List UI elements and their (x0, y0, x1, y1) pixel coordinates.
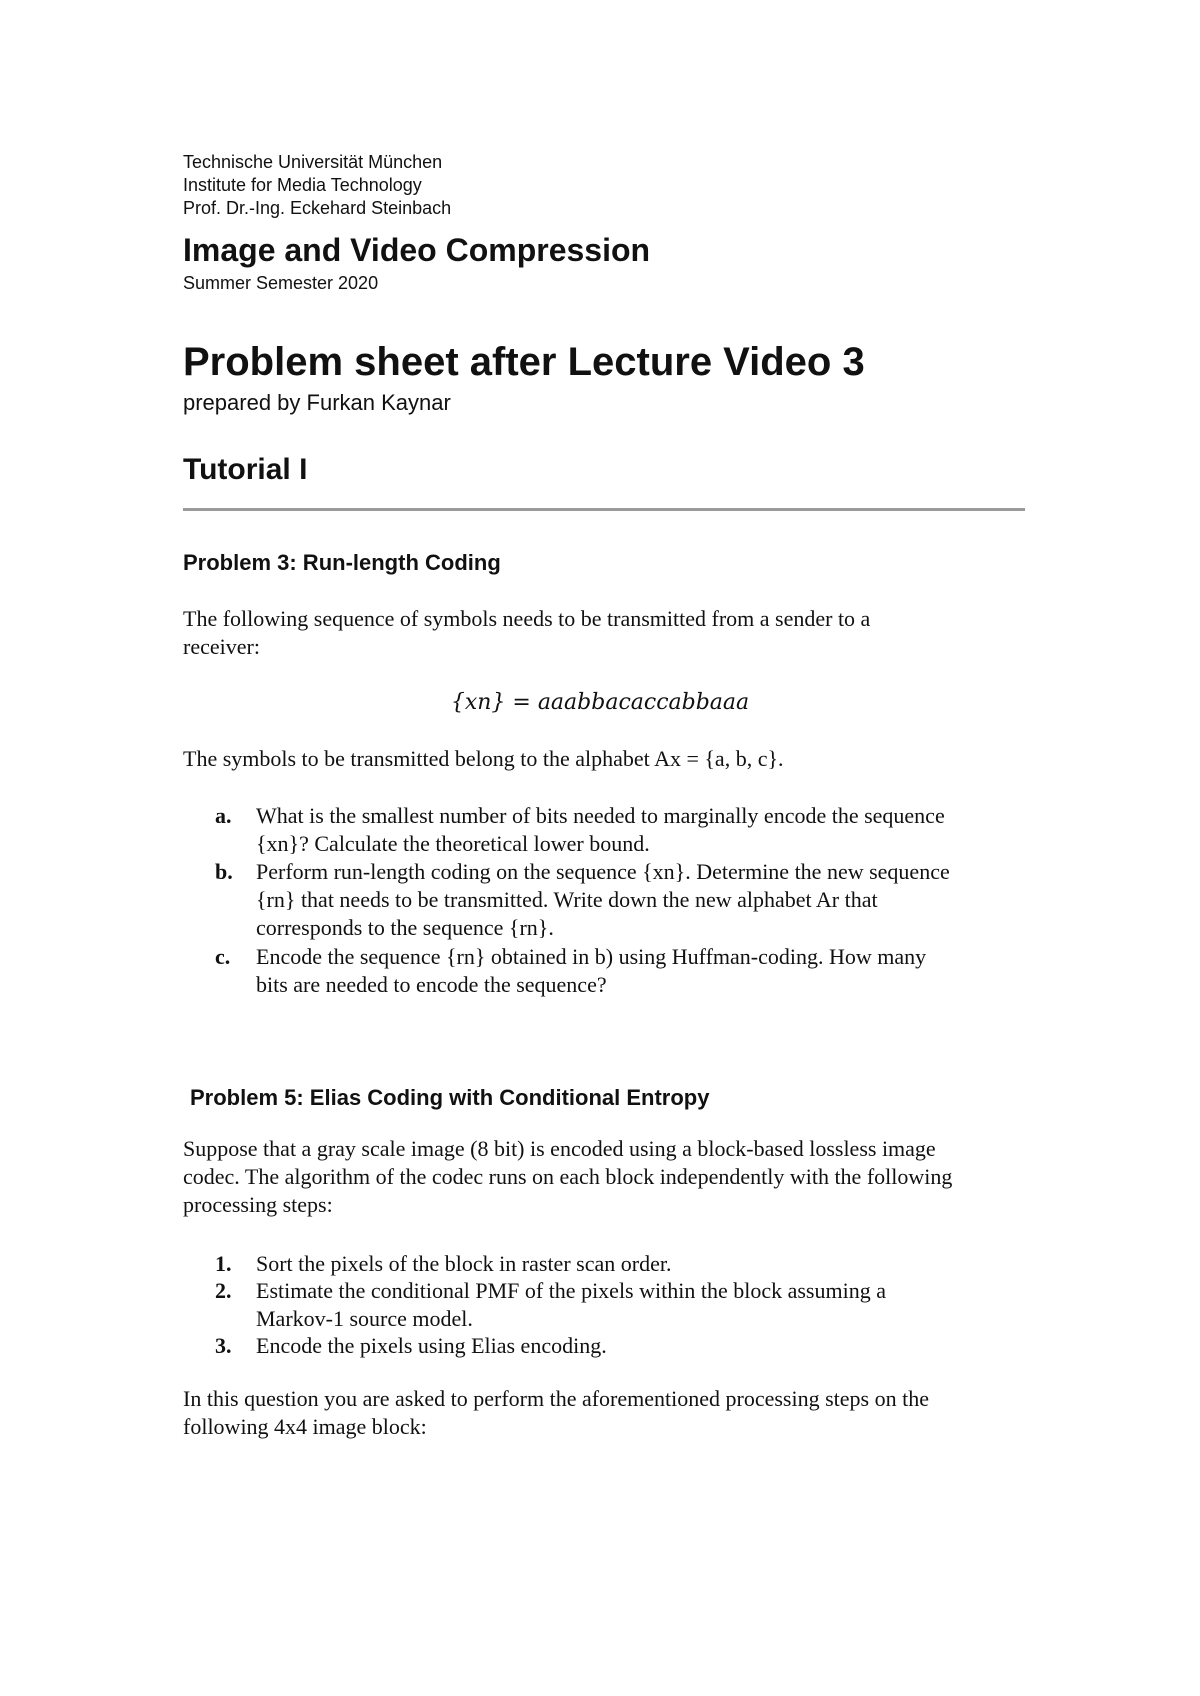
item-label: b. (215, 859, 233, 884)
alphabet-statement: The symbols to be transmitted belong to the alphabet Ax = {a, b, c}. (183, 746, 784, 771)
semester: Summer Semester 2020 (183, 273, 379, 293)
prepared-by: prepared by Furkan Kaynar (183, 390, 451, 415)
step-label: 3. (215, 1333, 232, 1358)
step-line: Sort the pixels of the block in raster scan order. (256, 1251, 672, 1276)
problem-3-title: Problem 3: Run-length Coding (183, 550, 501, 575)
item-line: bits are needed to encode the sequence? (256, 972, 607, 997)
problem-5-intro (183, 1135, 1033, 1219)
problem-3-intro-line: receiver: (183, 634, 260, 659)
problem-5-closing-line: In this question you are asked to perform the aforementioned processing steps on the (183, 1386, 929, 1411)
step-line: Markov-1 source model. (256, 1306, 473, 1331)
problem-5-intro-line: processing steps: (183, 1192, 333, 1217)
professor-name: Prof. Dr.-Ing. Eckehard Steinbach (183, 198, 452, 218)
step-label: 1. (215, 1251, 232, 1276)
problem-5-closing (183, 1385, 1033, 1441)
item-line: {rn} that needs to be transmitted. Write down the new alphabet Ar that (256, 887, 878, 912)
step-label: 2. (215, 1278, 232, 1303)
item-line: {xn}? Calculate the theoretical lower bound. (256, 831, 650, 856)
course-title: Image and Video Compression (183, 232, 651, 268)
item-line: What is the smallest number of bits needed to marginally encode the sequence (256, 803, 945, 828)
problem-5-intro-line: codec. The algorithm of the codec runs on each block independently with the following (183, 1164, 953, 1189)
institute-name: Institute for Media Technology (183, 175, 422, 195)
item-line: Perform run-length coding on the sequence {xn}. Determine the new sequence (256, 859, 950, 884)
item-label: a. (215, 803, 232, 828)
tutorial-heading: Tutorial I (183, 453, 308, 486)
university-name: Technische Universität München (183, 152, 443, 172)
step-line: Estimate the conditional PMF of the pixels within the block assuming a (256, 1278, 886, 1303)
problem-5-closing-line: following 4x4 image block: (183, 1414, 427, 1439)
step-line: Encode the pixels using Elias encoding. (256, 1333, 607, 1358)
problem-5-intro-line: Suppose that a gray scale image (8 bit) is encoded using a block-based lossless image (183, 1136, 936, 1161)
sheet-title: Problem sheet after Lecture Video 3 (183, 340, 865, 384)
item-label: c. (215, 944, 231, 969)
sequence-equation: {xn} = aaabbacaccabbaaa (450, 690, 750, 715)
problem-3-intro-line: The following sequence of symbols needs to be transmitted from a sender to a (183, 606, 871, 631)
section-divider (183, 508, 1025, 511)
item-line: Encode the sequence {rn} obtained in b) using Huffman-coding. How many (256, 944, 927, 969)
item-line: corresponds to the sequence {rn}. (256, 915, 554, 940)
problem-5-title: Problem 5: Elias Coding with Conditional Entropy (190, 1085, 710, 1110)
problem-3-intro (183, 605, 1033, 661)
